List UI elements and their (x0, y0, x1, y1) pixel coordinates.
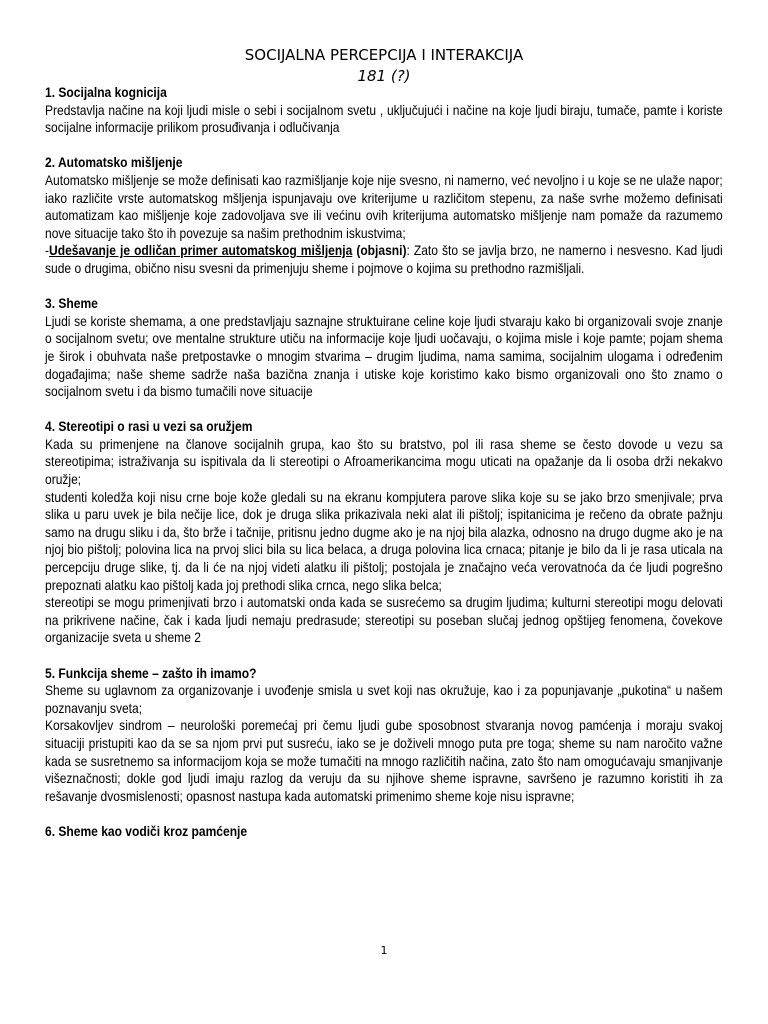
document-body (45, 84, 723, 841)
dash-prefix: - (45, 242, 50, 259)
section-heading: 4. Stereotipi o rasi u vezi sa oružjem (45, 418, 253, 435)
paragraph: Kada su primenjene na članove socijalnih grupa, kao što su bratstvo, pol ili rasa sheme se često dovode u vezu sa stereotipima; istraživanja su ispitivala da li stereotipi o Afroamerikancima mogu uticati na opažanje da li osoba drži nekakvo oružje; (45, 435, 723, 488)
section-heading: 1. Socijalna kognicija (45, 84, 167, 100)
section-heading: 3. Sheme (45, 295, 98, 312)
paragraph: Predstavlja načine na koji ljudi misle o sebi i socijalnom svetu , uključujući i načine na koje ljudi biraju, tumače, pamte i koriste socijalne informacije prilikom prosuđivanja i odlučivanja (45, 101, 723, 136)
document-title: SOCIJALNA PERCEPCIJA I INTERAKCIJA (244, 46, 524, 64)
paragraph-rest: : Zato što se javlja brzo, ne namerno i nesvesno. Kad ljudi sude o drugima, obično nisu svesni da primenjuju sheme i pojmove o kojima su prethodno razmišljali. (45, 242, 723, 276)
paragraph: Automatsko mišljenje se može definisati kao razmišljanje koje nije svesno, ni namerno, već nevoljno i u koje se ne ulaže napor; iako različite vrste automatskog mšljenja ispunjavaju ove kriterijume u različitom stepenu, za naše svrhe možemo definisati automatizam kao mišljenje koje zadovoljava sve ili većinu ovih kriterijuma automatsko mišljenje nam pomaže da razumemo nove situacije tako što ih povezuje sa našim prethodnim iskustvima; (45, 171, 723, 241)
section-heading: 6. Sheme kao vodiči kroz pamćenje (45, 822, 248, 839)
paragraph: stereotipi se mogu primenjivati brzo i automatski onda kada se susrećemo sa drugim ljudima; kulturni stereotipi mogu delovati na prikrivene načine, čak i kada ljudi nemaju predrasude; stereotipi su poseban slučaj jednog opštijeg fenomena, čovekove organizacije sveta u sheme 2 (45, 594, 723, 646)
section-heading: 2. Automatsko mišljenje (45, 154, 183, 171)
paragraph: Korsakovljev sindrom – neurološki poremećaj pri čemu ljudi gube sposobnost stvaranja novog pamćenja i moraju svakoj situaciji pristupiti kao da se sa njom prvi put susreću, iako se je doživeli mnogo puta pre toga; sheme su nam naročito važne kada se susretnemo sa informacijom koja se može tumačiti na mnogo različitih načina, zato što nam omogućavaju smanjivanje višeznačnosti; dokle god ljudi imaju razlog da veruju da su njihove sheme ispravne, savršeno je razumno koristiti ih za rešavanje dvosmislenosti; opasnost nastupa kada automatski primenimo sheme koje nisu ispravne; (45, 717, 723, 804)
paragraph: Ljudi se koriste shemama, a one predstavljaju saznajne struktuirane celine koje ljudi stvaraju kako bi organizovali svoje znanje o socijalnom svetu; ove mentalne strukture utiču na informacije koje ljudi uočavaju, o kojima misle i koje pamte; pojam shema je širok i obuhvata naše pretpostavke o mnogim stvarima – drugim ljudima, nama samima, socijalnim ulogama i određenim događajima; naše sheme sadrže naša bazična znanja i utiske koje koristimo kako bismo organizovali ono što znamo o socijalnom svetu i da bismo tumačili nove situacije (45, 312, 723, 400)
paragraph: Sheme su uglavnom za organizovanje i uvođenje smisla u svet koji nas okružuje, kao i za popunjavanje „pukotina“ u našem poznavanju sveta; (45, 682, 723, 716)
underlined-phrase: Udešavanje je odličan primer automatskog mišljenja (49, 242, 353, 259)
page-number: 1 (380, 944, 388, 957)
special-paragraph (45, 242, 723, 277)
section-heading: 5. Funkcija sheme – zašto ih imamo? (45, 664, 257, 681)
bold-note: (objasni) (352, 242, 407, 259)
document-subtitle: 181 (?) (357, 67, 411, 85)
paragraph: studenti koledža koji nisu crne boje kože gledali su na ekranu kompjutera parove slika koje su se jako brzo smenjivale; prva slika u paru uvek je bila nečije lice, dok je druga slika prikazivala neki alat ili pištolj; ispitanicima je rečeno da obrate pažnju samo na drugu sliku i da, što brže i tačnije, pritisnu jedno dugme ako je na njoj bila alazka, odnosno na drugo dugme ako je na njoj bio pištolj; polovina lica na prvoj slici bila su lica belaca, a druga polovina lica crnaca; pitanje je bilo da li je rasa uticala na percepciju druge slike, tj. da li će na njoj videti alatku ili pištolj; postojala je značajno veća verovatnoća da će ljudi pogrešno prepoznati alatku kao pištolj kada joj prethodi slika crnca, nego slika belca; (45, 488, 723, 593)
